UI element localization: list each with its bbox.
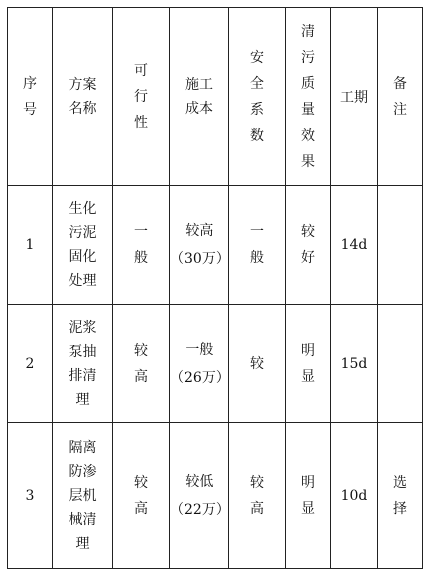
cell-duration: 10d	[331, 423, 378, 569]
cell-cost	[170, 186, 229, 305]
cell-feasibility: 较高	[113, 305, 170, 423]
cell-index: 3	[8, 423, 53, 569]
cost-amount: （26万）	[170, 369, 230, 386]
cell-note	[378, 305, 423, 423]
header-safety: 安全系数	[229, 8, 286, 186]
cell-scheme-name: 隔离防渗层机械清理	[53, 423, 113, 569]
cost-level: 较低	[185, 473, 214, 490]
cell-safety: 较高	[229, 423, 286, 569]
cell-safety: 一般	[229, 186, 286, 305]
cost-amount: （22万）	[170, 501, 230, 518]
cost-level: 较高	[185, 223, 214, 239]
cell-index: 1	[8, 186, 53, 305]
table-row	[8, 186, 423, 305]
cost-amount: （30万）	[170, 251, 230, 267]
header-duration: 工期	[331, 8, 378, 186]
cell-duration: 15d	[331, 305, 378, 423]
cell-index: 2	[8, 305, 53, 423]
header-row	[8, 8, 423, 186]
cell-note	[378, 186, 423, 305]
cell-cost	[170, 423, 229, 569]
cost-level: 一般	[185, 341, 214, 358]
cell-feasibility: 较高	[113, 423, 170, 569]
cell-cost	[170, 305, 229, 423]
header-feasibility: 可行性	[113, 8, 170, 186]
header-quality: 清污质量效果	[286, 8, 331, 186]
scheme-comparison-table	[7, 7, 423, 569]
cell-feasibility: 一般	[113, 186, 170, 305]
cell-note: 选择	[378, 423, 423, 569]
cell-scheme-name: 生化污泥固化处理	[53, 186, 113, 305]
cell-quality: 较好	[286, 186, 331, 305]
header-index: 序号	[8, 8, 53, 186]
cell-safety: 较	[229, 305, 286, 423]
header-cost: 施工成本	[170, 8, 229, 186]
cell-duration: 14d	[331, 186, 378, 305]
cell-scheme-name: 泥浆泵抽排清理	[53, 305, 113, 423]
header-note: 备注	[378, 8, 423, 186]
cell-quality: 明显	[286, 305, 331, 423]
header-scheme-name: 方案名称	[53, 8, 113, 186]
cell-quality: 明显	[286, 423, 331, 569]
table-row	[8, 305, 423, 423]
table-row	[8, 423, 423, 569]
